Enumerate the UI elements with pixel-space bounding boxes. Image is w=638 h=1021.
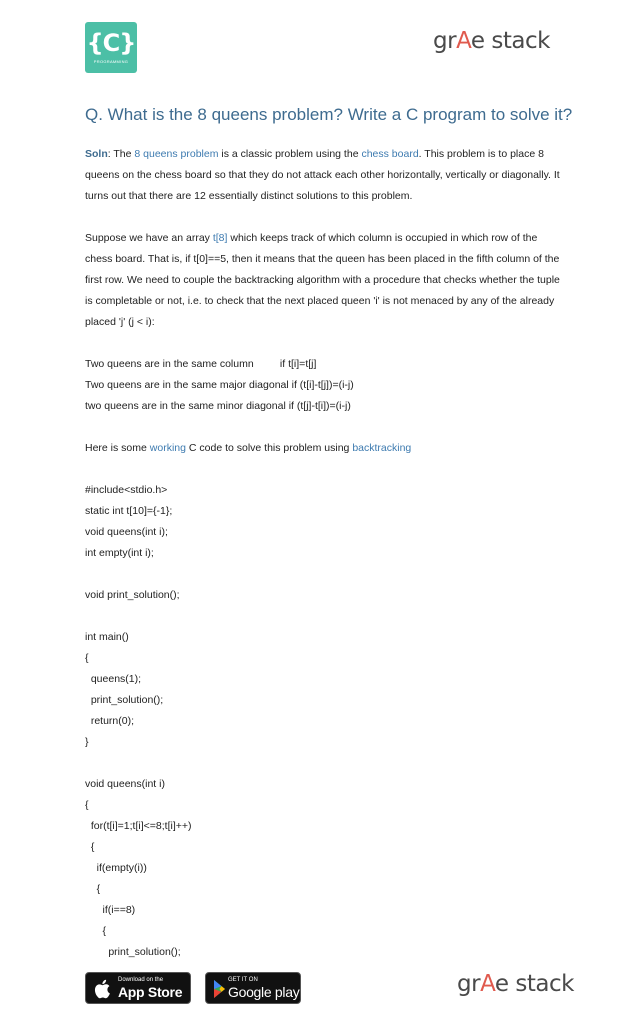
logo-subtext: PROGRAMMING	[93, 59, 129, 64]
programming-logo	[85, 22, 137, 73]
eight-queens-link[interactable]: 8 queens problem	[134, 148, 219, 160]
google-play-button[interactable]	[205, 972, 301, 1004]
backtracking-link[interactable]: backtracking	[352, 442, 412, 454]
code-line: return(0);	[85, 715, 135, 727]
code-line: {	[85, 652, 89, 664]
condition-line: Two queens are in the same major diagonal if (t[i]-t[j])=(i-j)	[85, 379, 354, 391]
code-line: void queens(int i);	[85, 526, 168, 538]
brand-text-post: e stack	[494, 971, 574, 997]
spacer	[85, 207, 565, 228]
google-play-icon	[214, 979, 226, 1004]
code-line: int main()	[85, 631, 129, 643]
code-line: if(empty(i))	[85, 862, 147, 874]
condition-line: Two queens are in the same column if t[i]=t[j]	[85, 358, 317, 370]
gradestack-footer-logo[interactable]	[457, 971, 574, 997]
app-store-label: App Store	[118, 984, 183, 1000]
condition-line: two queens are in the same minor diagonal if (t[j]-t[i])=(i-j)	[85, 400, 351, 412]
code-line: {	[85, 925, 107, 937]
brand-text-post: e stack	[470, 28, 550, 54]
code-line: #include<stdio.h>	[85, 484, 168, 496]
spacer	[85, 333, 565, 354]
spacer	[85, 564, 565, 585]
code-intro-paragraph	[85, 438, 565, 459]
code-intro-pre: Here is some	[85, 442, 150, 454]
intro-mid: is a classic problem using the	[218, 148, 362, 160]
working-link[interactable]: working	[149, 442, 186, 454]
code-line: print_solution();	[85, 694, 164, 706]
chess-board-link[interactable]: chess board	[361, 148, 419, 160]
code-line: static int t[10]={-1};	[85, 505, 173, 517]
gradestack-logo[interactable]	[433, 28, 550, 54]
code-line: {	[85, 799, 89, 811]
array-rest: which keeps track of which column is occupied in which row of the chess board. That is, if t[0]==5, then it means that the queen has been placed in the fifth column of the first row. We need to couple the backtracking algorithm with a procedure that checks whether the tuple is completable or not, i.e. to check that the next placed queen 'i' is not menaced by any of the already placed 'j' (j < i):	[85, 232, 560, 328]
apple-icon	[94, 979, 112, 1004]
code-line: {	[85, 841, 95, 853]
code-block	[85, 480, 565, 963]
code-line: for(t[i]=1;t[i]<=8;t[i]++)	[85, 820, 192, 832]
code-line: print_solution();	[85, 946, 181, 958]
array-t8-link[interactable]: t[8]	[212, 232, 228, 244]
spacer	[85, 606, 565, 627]
app-store-button[interactable]	[85, 972, 191, 1004]
code-line: {	[85, 883, 101, 895]
code-line: if(i==8)	[85, 904, 136, 916]
brand-text-accent: A	[480, 971, 495, 997]
logo-glyph: {C}	[86, 29, 136, 57]
intro-paragraph	[85, 144, 565, 207]
array-paragraph	[85, 228, 565, 333]
code-intro-mid: C code to solve this problem using	[185, 442, 353, 454]
spacer	[85, 753, 565, 774]
code-line: }	[85, 736, 89, 748]
google-play-small-text: GET IT ON	[228, 977, 258, 983]
soln-label: Soln	[85, 148, 108, 160]
code-line: void queens(int i)	[85, 778, 165, 790]
spacer	[85, 417, 565, 438]
spacer	[85, 459, 565, 480]
array-pre: Suppose we have an array	[85, 232, 213, 244]
intro-colon: : The	[107, 148, 135, 160]
brand-text-pre: gr	[433, 28, 457, 54]
answer-content	[85, 144, 565, 963]
brand-text-accent: A	[456, 28, 471, 54]
intro-rest: . This problem is to place 8 queens on the chess board so that they do not attack each other horizontally, vertically or diagonally. It turns out that there are 12 essentially distinct solutions to this problem.	[85, 148, 560, 202]
code-line: void print_solution();	[85, 589, 180, 601]
app-store-small-text: Download on the	[118, 977, 164, 983]
question-title: Q. What is the 8 queens problem? Write a C program to solve it?	[85, 105, 573, 124]
brand-text-pre: gr	[457, 971, 481, 997]
code-line: int empty(int i);	[85, 547, 154, 559]
code-line: queens(1);	[85, 673, 142, 685]
google-play-label: Google play	[228, 984, 300, 1000]
